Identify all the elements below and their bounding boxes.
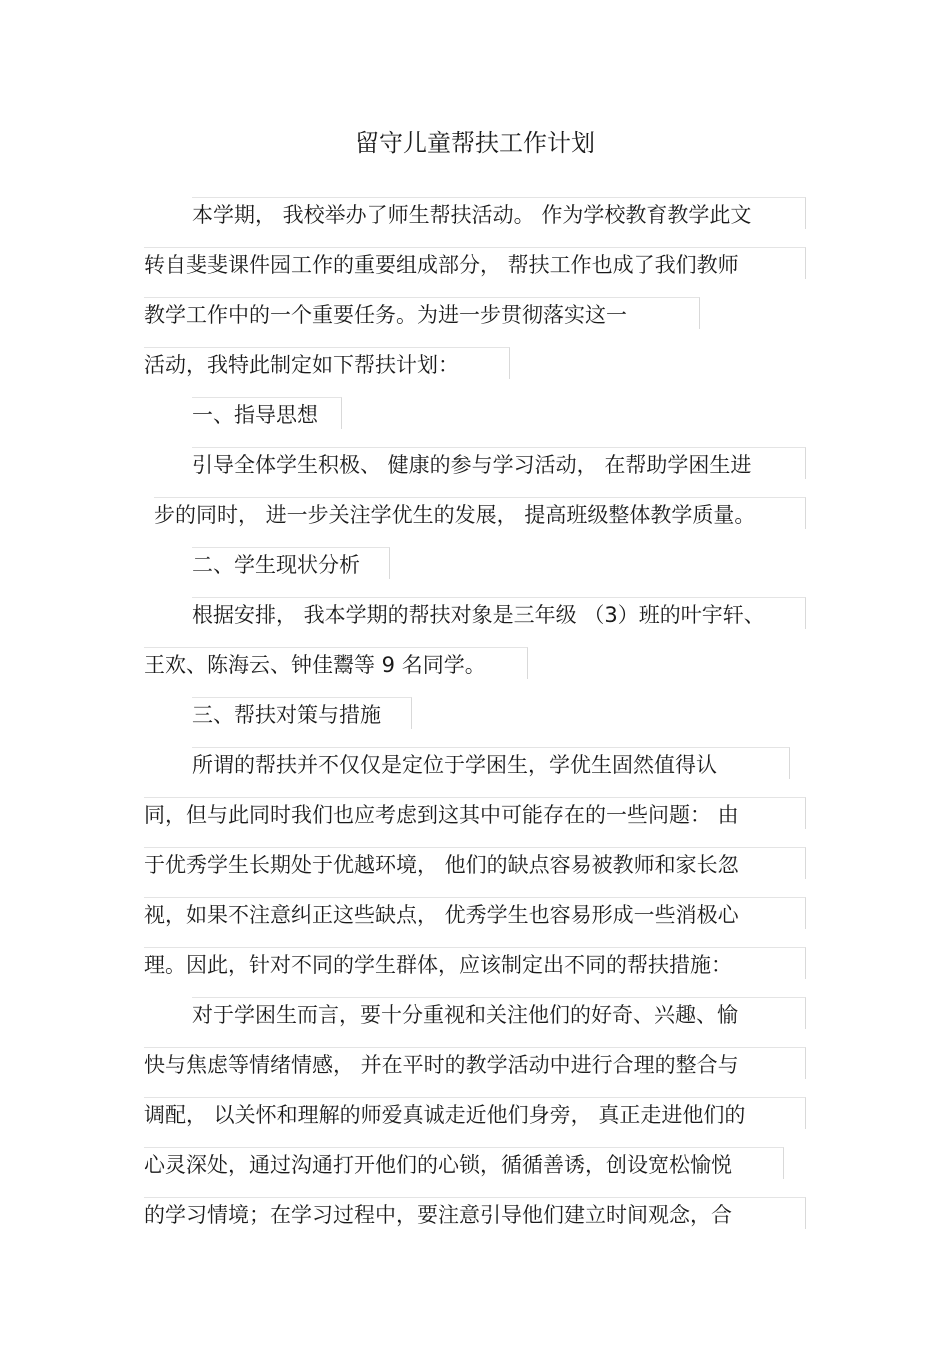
paragraph-line: 所谓的帮扶并不仅仅是定位于学困生，学优生固然值得认 (192, 747, 790, 779)
paragraph-line: 视，如果不注意纠正这些缺点， 优秀学生也容易形成一些消极心 (144, 897, 806, 929)
paragraph-line: 快与焦虑等情绪情感， 并在平时的教学活动中进行合理的整合与 (144, 1047, 806, 1079)
section-heading: 二、学生现状分析 (192, 547, 390, 579)
section-heading: 一、指导思想 (192, 397, 342, 429)
paragraph-line: 于优秀学生长期处于优越环境， 他们的缺点容易被教师和家长忽 (144, 847, 806, 879)
paragraph-line: 转自斐斐课件园工作的重要组成部分， 帮扶工作也成了我们教师 (144, 247, 806, 279)
paragraph-line: 同，但与此同时我们也应考虑到这其中可能存在的一些问题： 由 (144, 797, 806, 829)
paragraph-line: 心灵深处，通过沟通打开他们的心锁，循循善诱，创设宽松愉悦 (144, 1147, 784, 1179)
paragraph-line: 的学习情境；在学习过程中，要注意引导他们建立时间观念，合 (144, 1197, 806, 1229)
section-heading: 三、帮扶对策与措施 (192, 697, 412, 729)
paragraph-line: 调配， 以关怀和理解的师爱真诚走近他们身旁， 真正走进他们的 (144, 1097, 806, 1129)
paragraph-line: 本学期， 我校举办了师生帮扶活动。 作为学校教育教学此文 (192, 197, 806, 229)
paragraph-line: 理。因此，针对不同的学生群体，应该制定出不同的帮扶措施： (144, 947, 806, 979)
paragraph-line: 根据安排， 我本学期的帮扶对象是三年级 （3）班的叶宇轩、 (192, 597, 806, 629)
paragraph-line: 步的同时， 进一步关注学优生的发展， 提高班级整体教学质量。 (154, 497, 806, 529)
paragraph-line: 王欢、陈海云、钟佳鬻等 9 名同学。 (144, 647, 528, 679)
paragraph-line: 引导全体学生积极、 健康的参与学习活动， 在帮助学困生进 (192, 447, 806, 479)
paragraph-line: 教学工作中的一个重要任务。为进一步贯彻落实这一 (144, 297, 700, 329)
paragraph-line: 对于学困生而言，要十分重视和关注他们的好奇、兴趣、愉 (192, 997, 806, 1029)
document-title: 留守儿童帮扶工作计划 (355, 129, 595, 157)
paragraph-line: 活动，我特此制定如下帮扶计划： (144, 347, 510, 379)
